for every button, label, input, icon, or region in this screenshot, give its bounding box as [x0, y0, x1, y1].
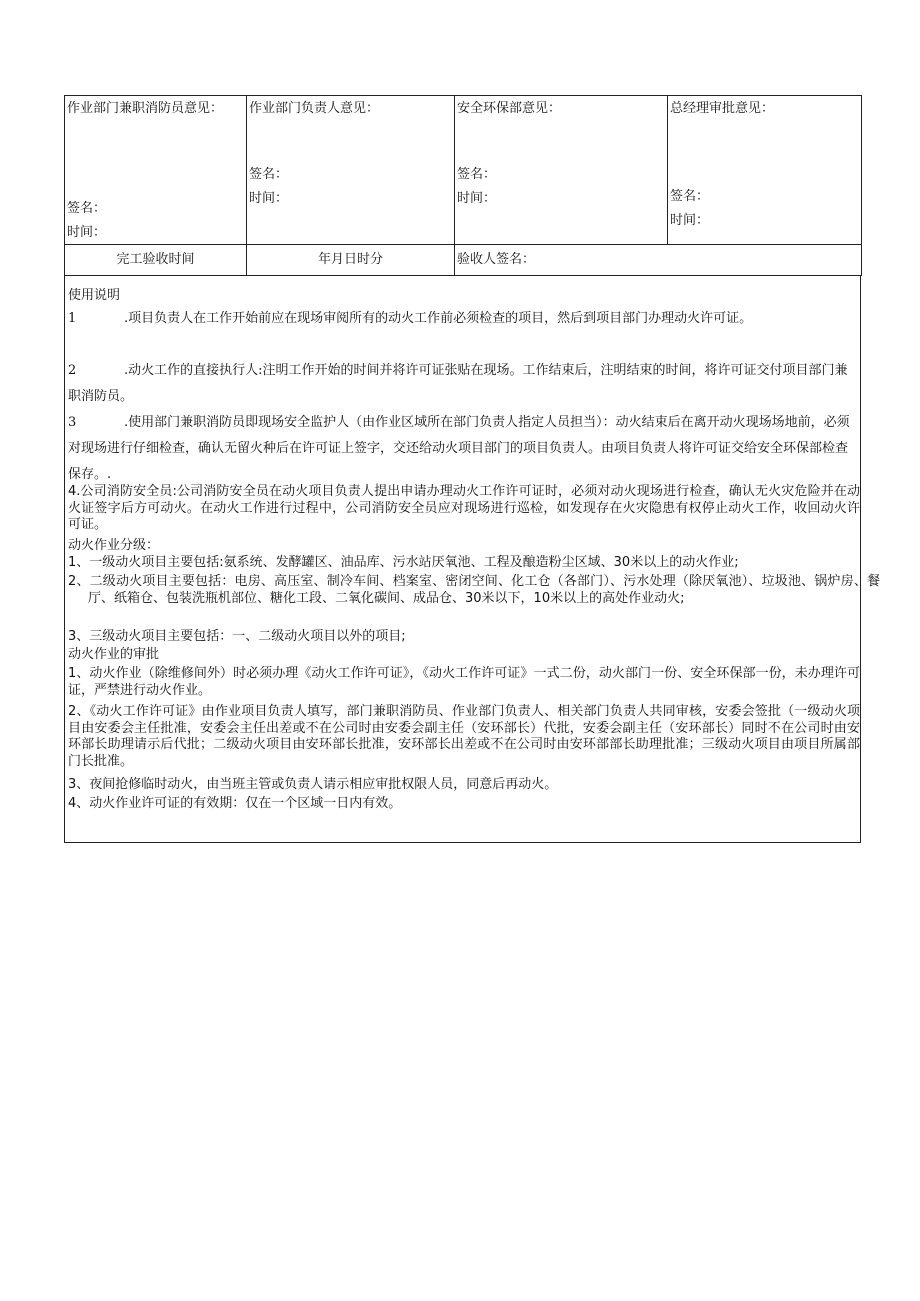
approval-rules-title: 动火作业的审批: [68, 647, 160, 662]
instruction-item-4: 4.公司消防安全员:公司消防安全员在动火项目负责人提出申请办理动火工作许可证时，必须对动火现场进行检查，确认无火灾危险并在动火证签字后方可动火。在动火工作进行过程中，公司消防安全员应对现场进行巡检，如发现存在火灾隐患有权停止动火工作，收回动火许可证。: [68, 484, 860, 532]
instruction-text: .项目负责人在工作开始前应在现场审阅所有的动火工作前必须检查的项目，然后到项目部门办理动火许可证。: [124, 311, 753, 326]
instruction-item-3: [68, 410, 860, 488]
approval-rule-1: 1、动火作业（除维修间外）时必须办理《动火工作许可证》，《动火工作许可证》一式二份，动火部门一份、安全环保部一份，未办理许可证，严禁进行动火作业。: [68, 666, 860, 698]
instruction-item-1: [68, 306, 860, 332]
instructions-section: [64, 276, 880, 843]
inspector-sign-field[interactable]: 验收人签名：: [455, 245, 862, 276]
instruction-number: 2: [68, 363, 77, 378]
fire-warden-sign-label: 签名：: [67, 201, 107, 216]
acceptance-datetime-field[interactable]: 年月日时分: [247, 245, 455, 276]
instruction-text: .使用部门兼职消防员即现场安全监护人（由作业区域所在部门负责人指定人员担当）：动火结束后在离开动火现场场地前，必须对现场进行仔细检查，确认无留火种后在许可证上签字，交还给动火项目部门的项目负责人。由项目负责人将许可证交给安全环保部检查保存。.: [68, 415, 850, 482]
approval-table: [64, 95, 862, 276]
fire-warden-opinion-cell[interactable]: [65, 96, 247, 245]
fire-warden-time-label: 时间：: [67, 225, 107, 240]
dept-head-opinion-cell[interactable]: [247, 96, 455, 245]
approval-rule-4: 4、动火作业许可证的有效期：仅在一个区域一日内有效。: [68, 796, 402, 811]
dept-head-opinion-label: 作业部门负责人意见：: [249, 101, 380, 116]
gm-approval-cell[interactable]: [668, 96, 862, 245]
instruction-text: .动火工作的直接执行人:注明工作开始的时间并将许可证张贴在现场。工作结束后，注明结束的时间，将许可证交付项目部门兼职消防员。: [68, 363, 848, 404]
approval-rule-2: 2、《动火工作许可证》由作业项目负责人填写，部门兼职消防员、作业部门负责人、相关部门负责人共同审核，安委会签批（一级动火项目由安委会主任批准，安委会主任出差或不在公司时由安委会副主任（安环部长）代批，安委会副主任（安环部长）同时不在公司时由安环部长助理请示后代批；二级动火项目由安环部长批准，安环部长出差或不在公司时由安环部部长助理批准；三级动火项目由项目所属部门长批准。: [68, 704, 860, 769]
acceptance-time-label: 完工验收时间: [65, 245, 247, 276]
grade-item-1: 1、一级动火项目主要包括:氨系统、发酵罐区、油品库、污水站厌氧池、工程及酿造粉尘区域、30米以上的动火作业;: [68, 555, 739, 570]
approval-rule-3: 3、夜间抢修临时动火，由当班主管或负责人请示相应审批权限人员，同意后再动火。: [68, 777, 558, 792]
grade-item-3: 3、三级动火项目主要包括：一、二级动火项目以外的项目;: [68, 629, 406, 644]
safety-dept-sign-label: 签名：: [457, 167, 497, 182]
dept-head-sign-label: 签名：: [249, 167, 289, 182]
safety-dept-time-label: 时间：: [457, 191, 497, 206]
instruction-number: 1: [68, 311, 77, 326]
safety-dept-opinion-label: 安全环保部意见：: [457, 101, 562, 116]
instruction-item-2: [68, 358, 860, 410]
gm-approval-label: 总经理审批意见：: [670, 101, 775, 116]
gm-sign-label: 签名：: [670, 189, 710, 204]
dept-head-time-label: 时间：: [249, 191, 289, 206]
permit-sheet: [64, 95, 880, 843]
gm-time-label: 时间：: [670, 213, 710, 228]
fire-warden-opinion-label: 作业部门兼职消防员意见：: [67, 101, 224, 116]
instruction-number: 3: [68, 415, 77, 430]
grade-item-2: 2、二级动火项目主要包括：电房、高压室、制冷车间、档案室、密闭空间、化工仓（各部门）、污水处理（除厌氧池）、垃圾池、锅炉房、餐厅、纸箱仓、包装洗瓶机部位、糖化工段、二氧化碳间、成品仓、30米以下，10米以上的高处作业动火;: [68, 574, 880, 606]
instructions-title: 使用说明: [68, 288, 121, 303]
grading-title: 动火作业分级：: [68, 538, 160, 553]
safety-dept-opinion-cell[interactable]: [455, 96, 668, 245]
